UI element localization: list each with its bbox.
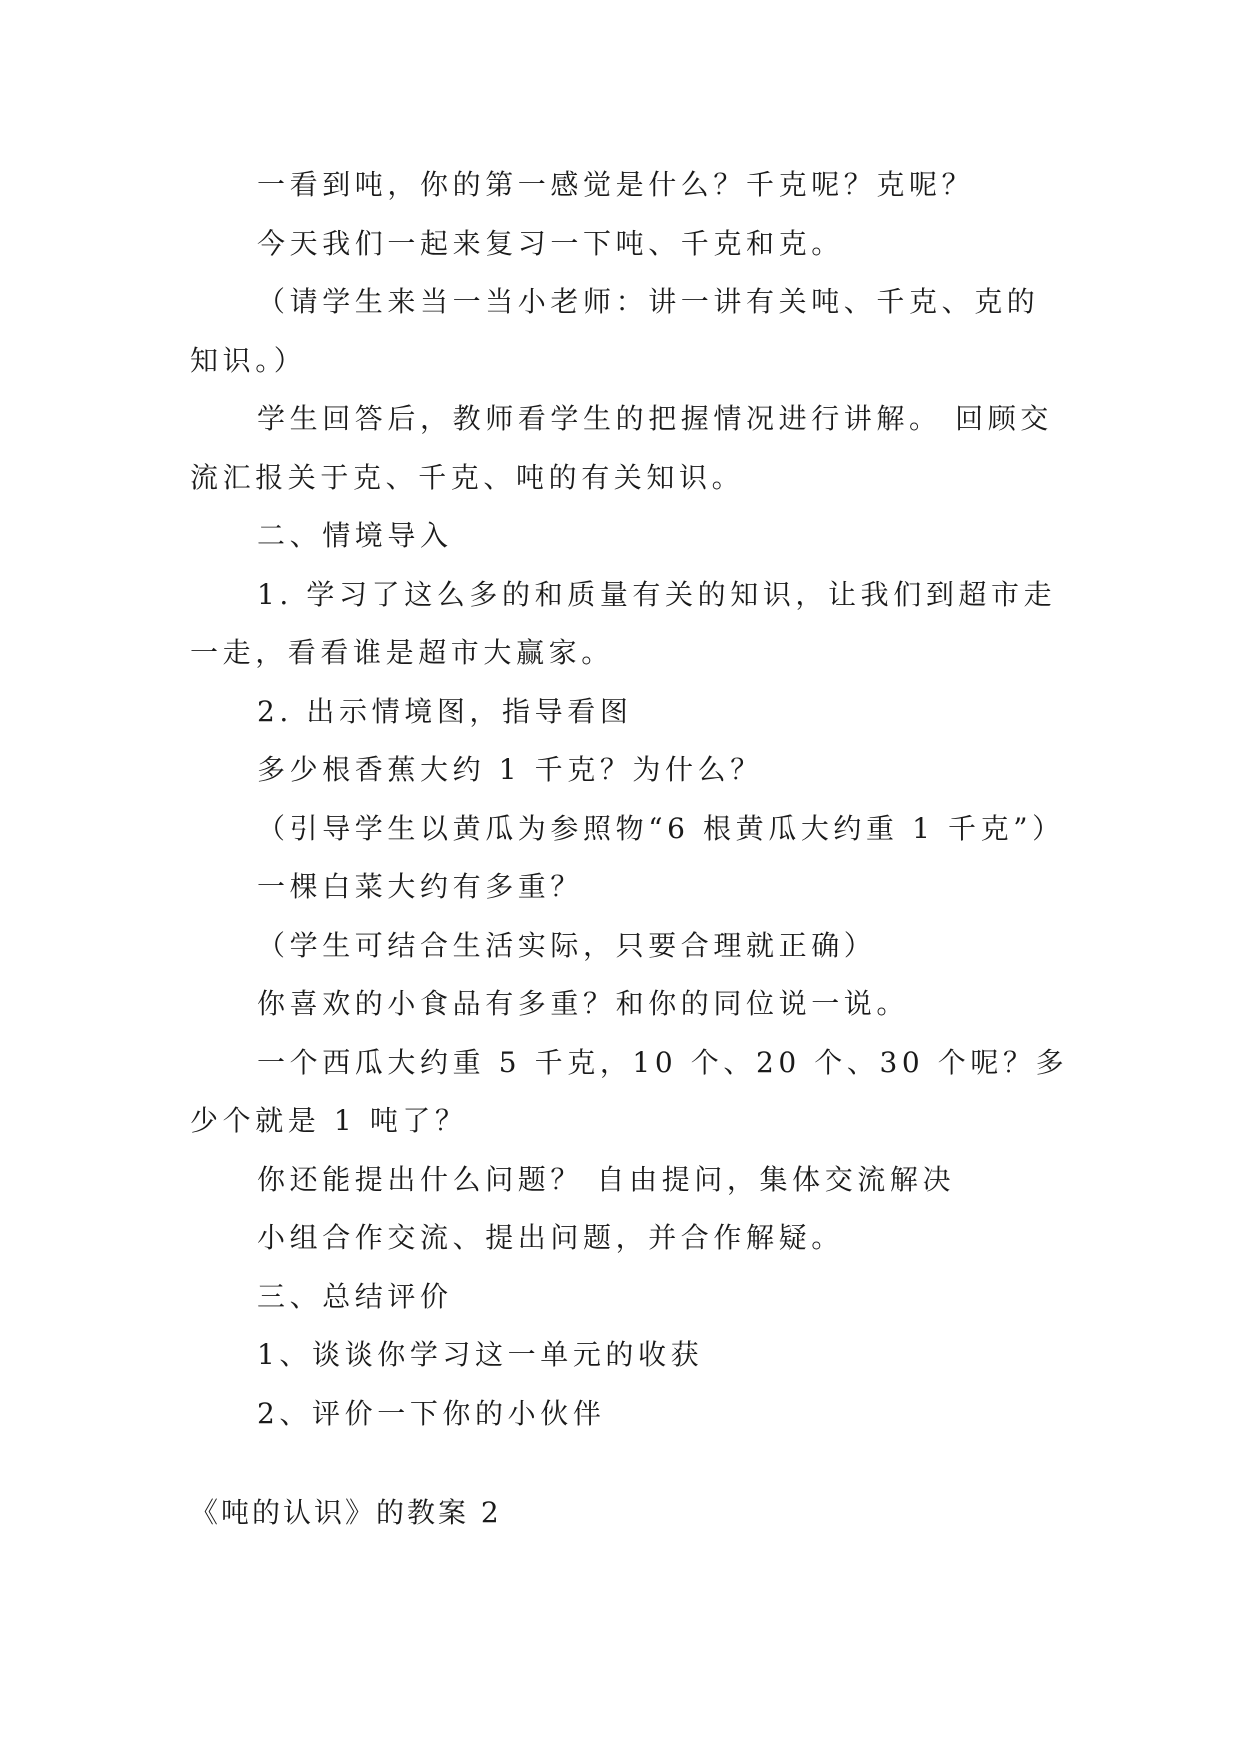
- paragraph: 2、评价一下你的小伙伴: [257, 1396, 606, 1430]
- paragraph: 2. 出示情境图，指导看图: [257, 694, 633, 728]
- paragraph: 1、谈谈你学习这一单元的收获: [257, 1338, 704, 1371]
- document-body: [190, 156, 1070, 1443]
- paragraph: 多少根香蕉大约 1 千克？为什么？: [257, 753, 763, 786]
- paragraph: 小组合作交流、提出问题，并合作解疑。: [257, 1221, 844, 1254]
- paragraph: 一棵白菜大约有多重？: [257, 870, 584, 903]
- paragraph: 学生回答后，教师看学生的把握情况进行讲解。 回顾交流汇报关于克、千克、吨的有关知识。: [190, 402, 1053, 494]
- section-title: 《吨的认识》的教案 2: [190, 1496, 502, 1529]
- paragraph: 你还能提出什么问题？ 自由提问，集体交流解决: [257, 1162, 956, 1196]
- paragraph: 1. 学习了这么多的和质量有关的知识，让我们到超市走一走，看看谁是超市大赢家。: [190, 577, 1057, 669]
- paragraph: 一看到吨，你的第一感觉是什么？千克呢？克呢？: [257, 168, 975, 201]
- section-heading: 二、情境导入: [257, 519, 453, 552]
- paragraph: （请学生来当一当小老师：讲一讲有关吨、千克、克的知识。）: [190, 285, 1040, 377]
- paragraph: 你喜欢的小食品有多重？和你的同位说一说。: [257, 987, 910, 1020]
- paragraph: （引导学生以黄瓜为参照物“6 根黄瓜大约重 1 千克”）: [257, 811, 1065, 845]
- paragraph: （学生可结合生活实际，只要合理就正确）: [257, 928, 877, 962]
- section-heading: 三、总结评价: [257, 1279, 453, 1313]
- paragraph: 一个西瓜大约重 5 千克，10 个、20 个、30 个呢？多少个就是 1 吨了？: [190, 1045, 1069, 1137]
- paragraph: 今天我们一起来复习一下吨、千克和克。: [257, 226, 844, 260]
